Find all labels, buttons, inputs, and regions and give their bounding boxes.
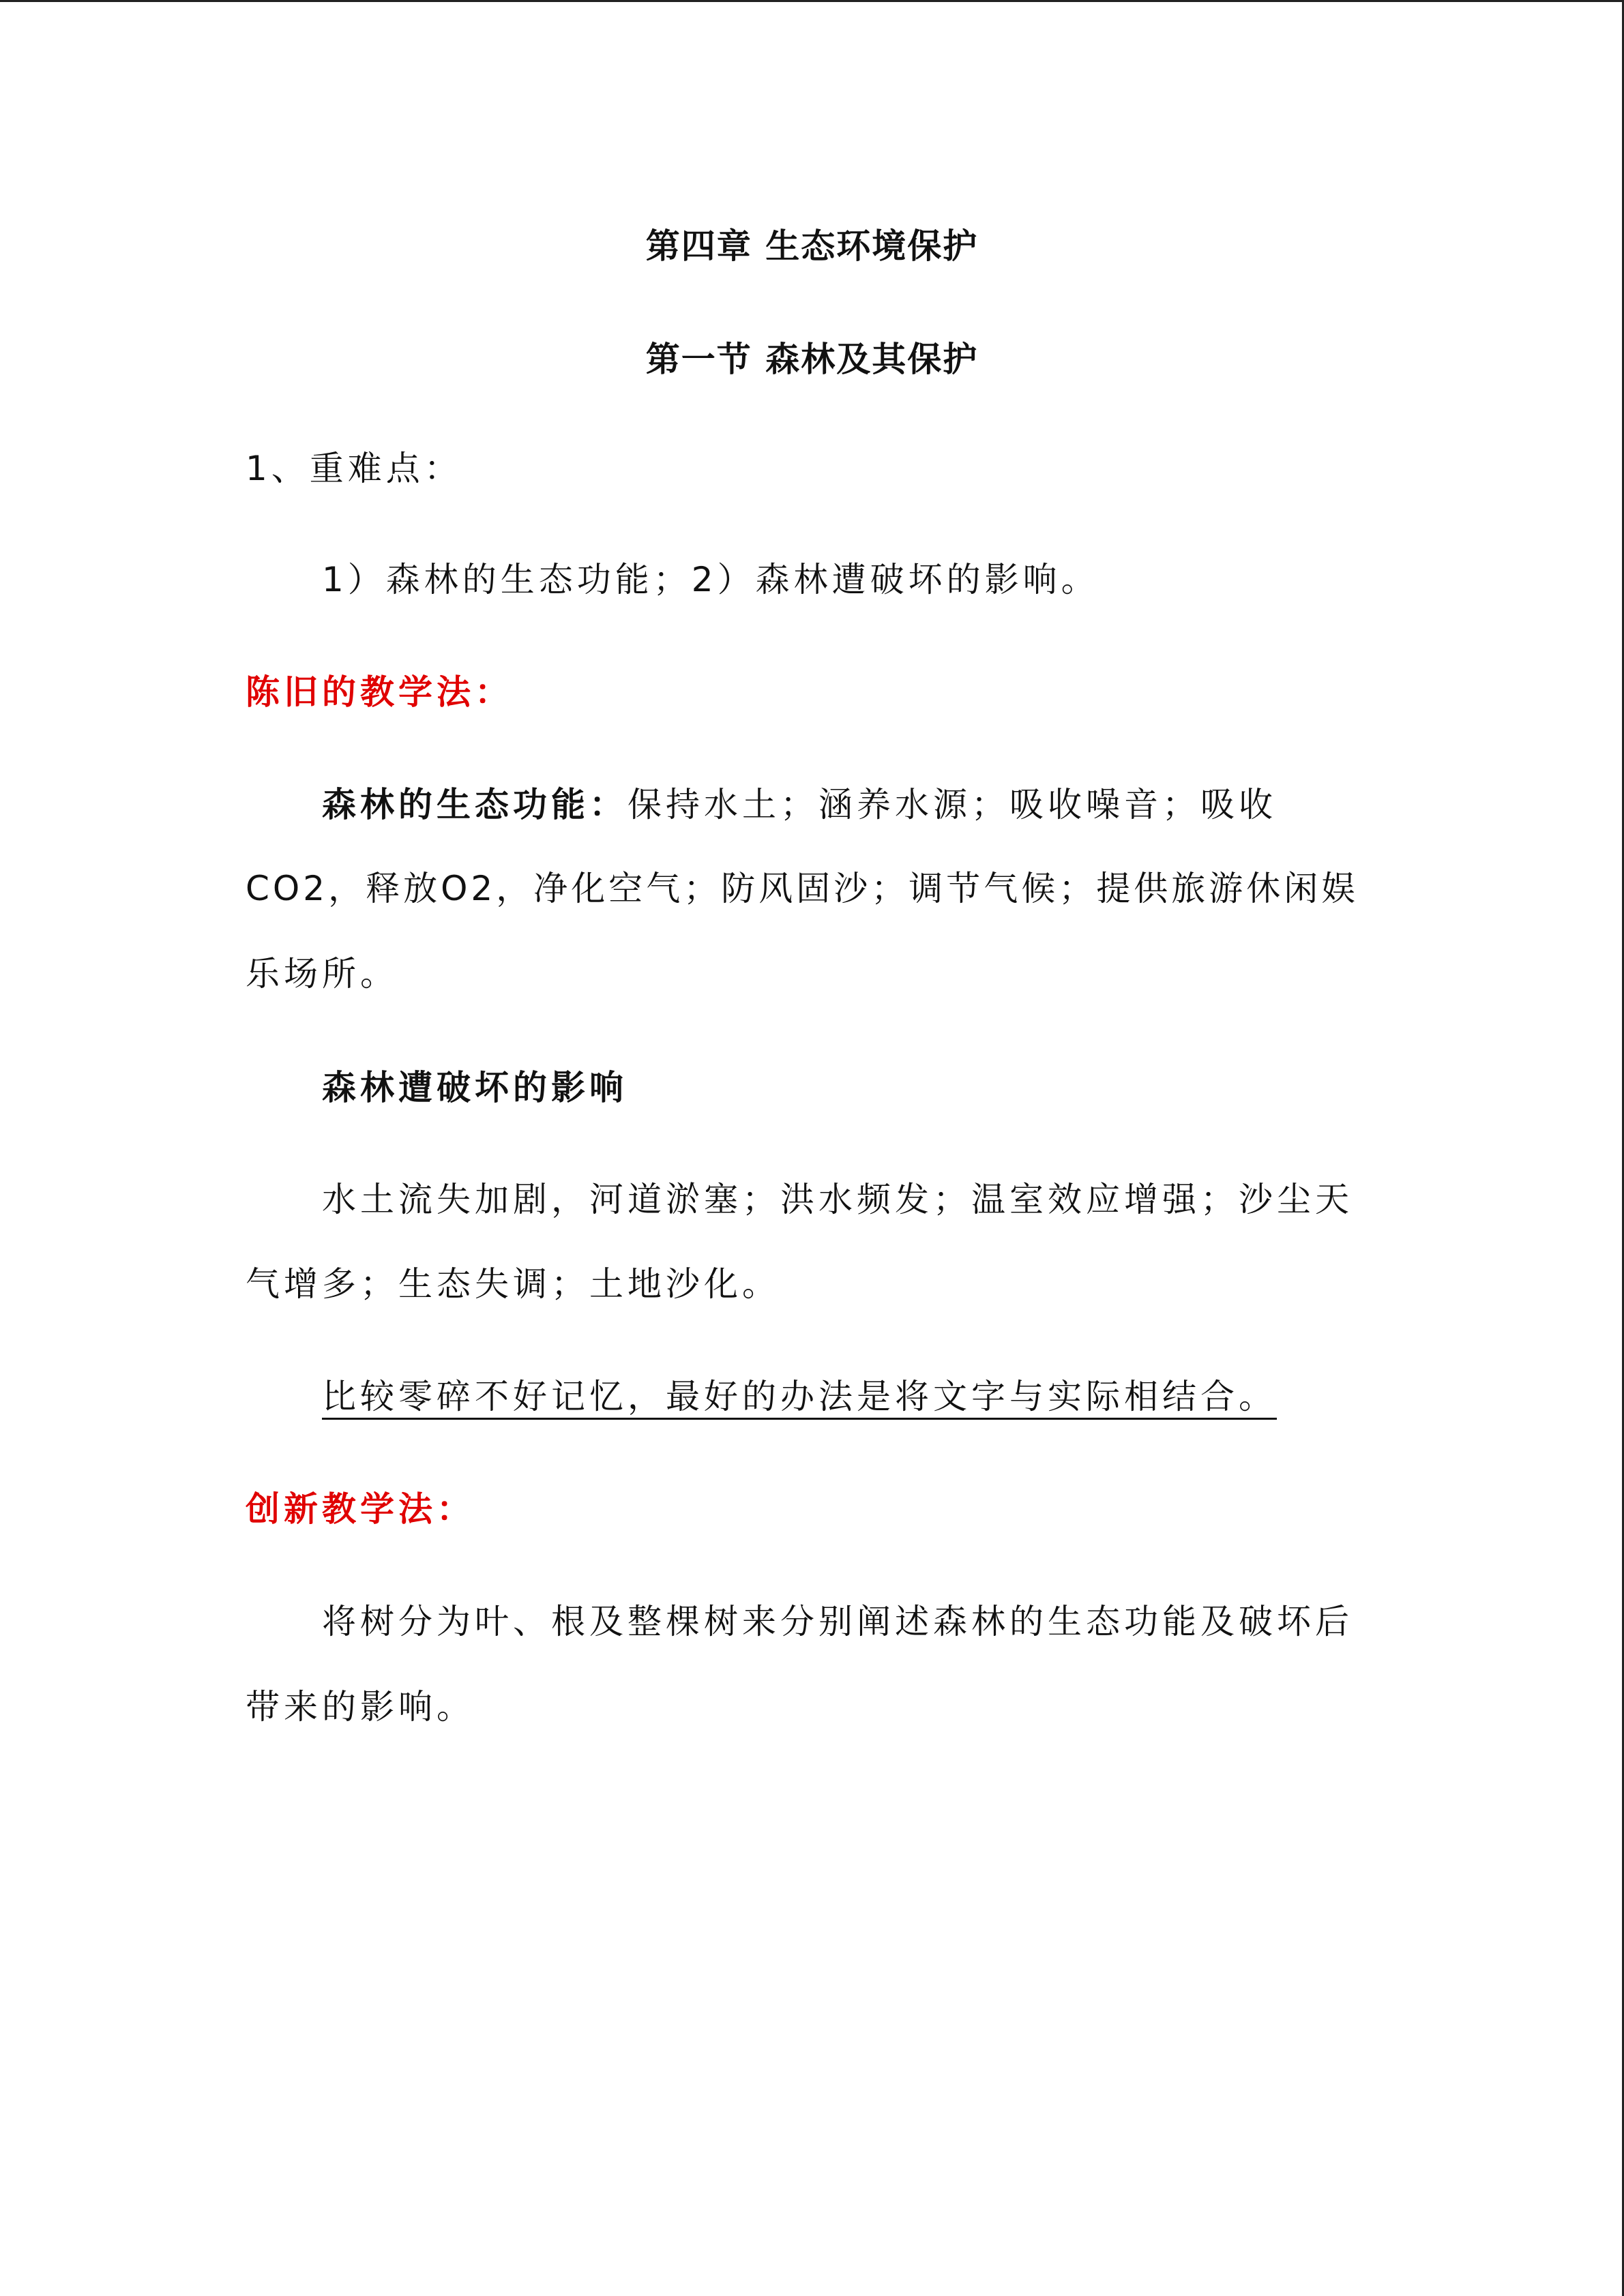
eco-function-line2: CO2，释放O2，净化空气；防风固沙；调节气候；提供旅游休闲娱 (246, 869, 1359, 908)
new-method-line1: 将树分为叶、根及整棵树来分别阐述森林的生态功能及破坏后 (322, 1602, 1353, 1641)
key-points-content: 1）森林的生态功能；2）森林遭破坏的影响。 (322, 560, 1099, 599)
old-method-comment: 比较零碎不好记忆，最好的办法是将文字与实际相结合。 (322, 1377, 1277, 1416)
damage-line1: 水土流失加剧，河道淤塞；洪水频发；温室效应增强；沙尘天 (322, 1180, 1353, 1219)
eco-function-label: 森林的生态功能： (322, 785, 628, 824)
new-method-line2: 带来的影响。 (246, 1687, 475, 1727)
eco-function-text: 保持水土；涵养水源；吸收噪音；吸收 (628, 785, 1277, 824)
eco-function-paragraph-line1 (322, 784, 1277, 825)
section-title: 第一节 森林及其保护 (645, 340, 979, 379)
damage-label: 森林遭破坏的影响 (322, 1068, 628, 1107)
chapter-title: 第四章 生态环境保护 (645, 226, 979, 266)
eco-function-line3: 乐场所。 (246, 954, 398, 994)
key-points-label: 1、重难点： (246, 449, 462, 488)
damage-line2: 气增多；生态失调；土地沙化。 (246, 1264, 780, 1304)
old-method-label: 陈旧的教学法： (246, 672, 513, 712)
new-method-label: 创新教学法： (246, 1489, 475, 1529)
